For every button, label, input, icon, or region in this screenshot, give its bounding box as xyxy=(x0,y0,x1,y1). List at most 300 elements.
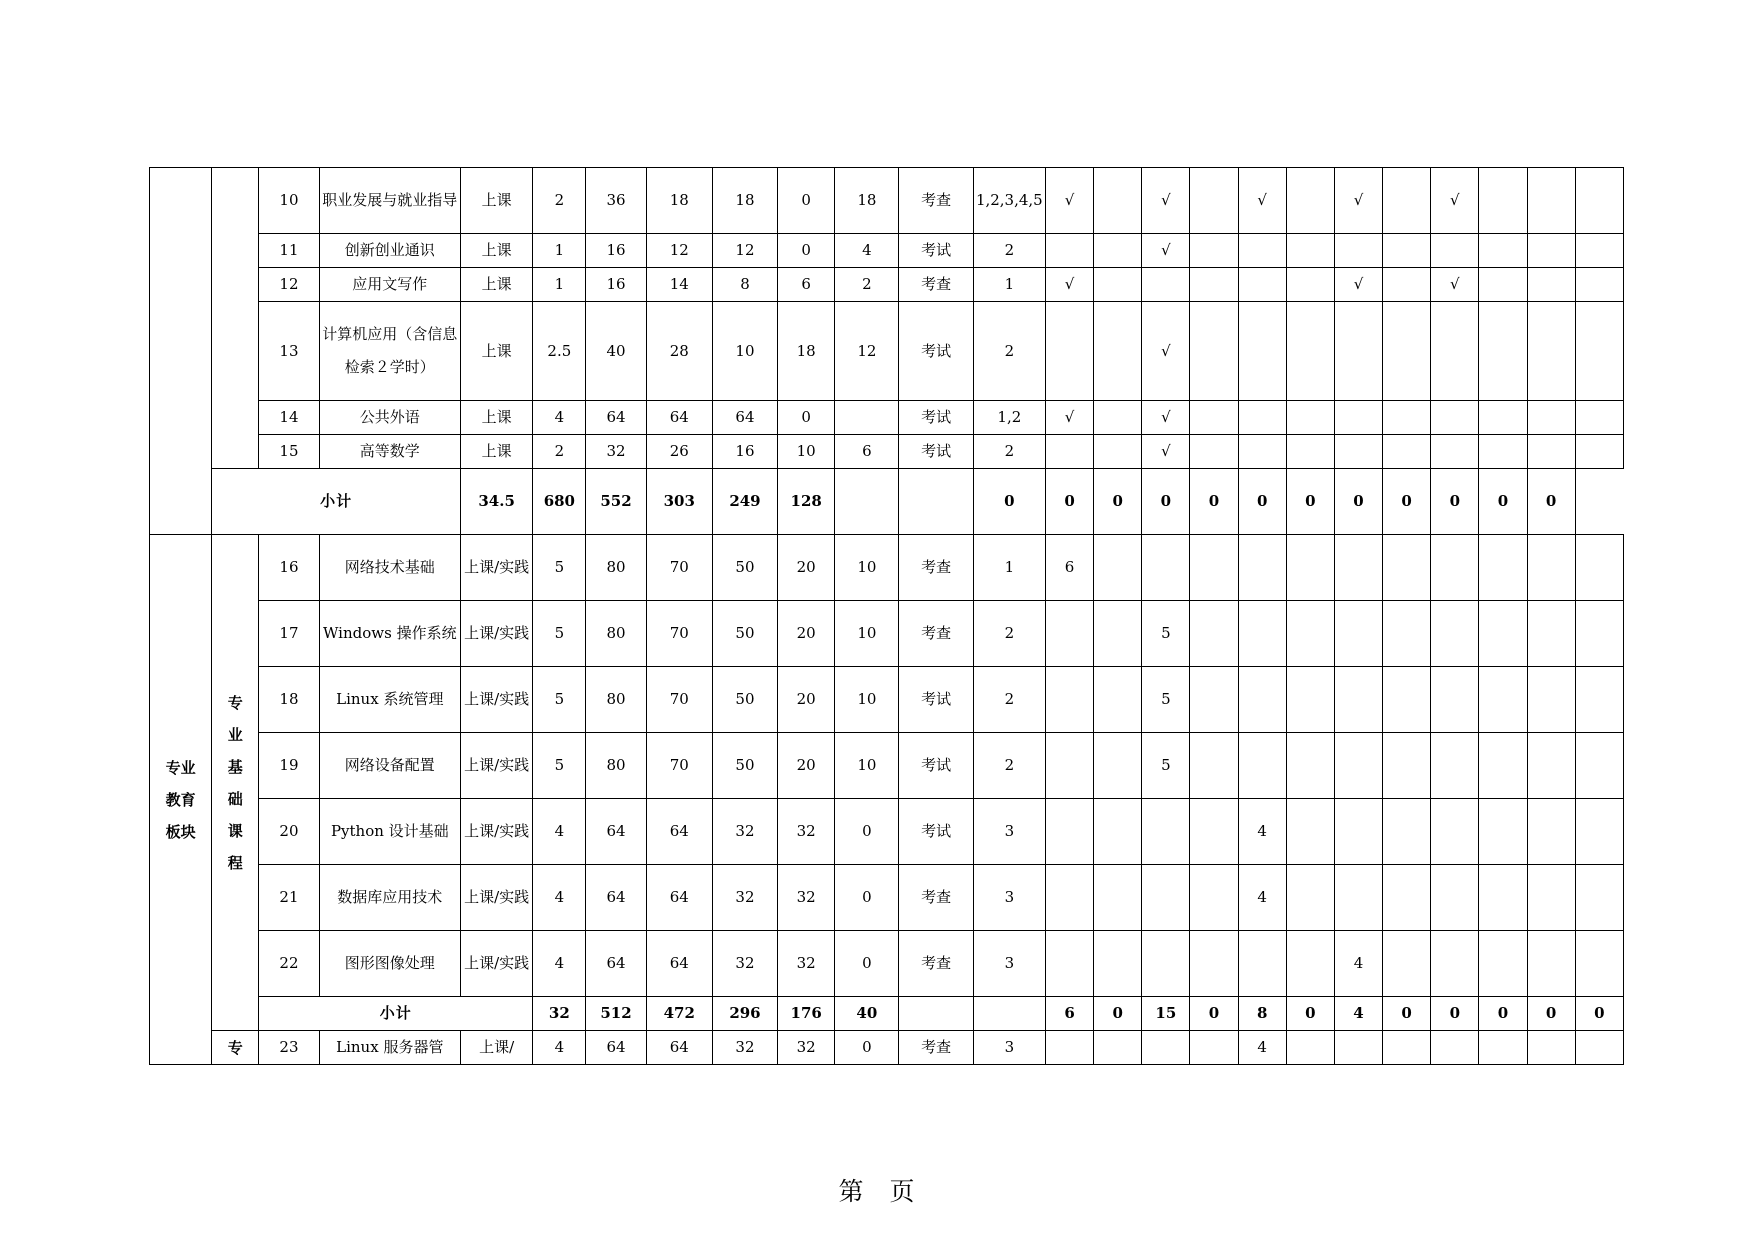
exam-term: 1,2 xyxy=(973,401,1045,435)
semester-cell: 5 xyxy=(1142,733,1190,799)
teaching-mode: 上课 xyxy=(461,302,533,401)
semester-cell: 4 xyxy=(1238,865,1286,931)
semester-cell xyxy=(1045,601,1093,667)
course-name: 应用文写作 xyxy=(319,268,460,302)
extra-hours: 0 xyxy=(835,865,899,931)
table-row xyxy=(150,865,1624,931)
semester-cell xyxy=(1575,234,1623,268)
semester-cell xyxy=(1383,1031,1431,1065)
total-hours: 64 xyxy=(586,865,646,931)
hours: 70 xyxy=(646,667,712,733)
semester-cell xyxy=(1575,168,1623,234)
practice-hours: 10 xyxy=(778,435,835,469)
semester-cell xyxy=(1334,435,1382,469)
semester-cell xyxy=(1527,931,1575,997)
credit: 5 xyxy=(533,601,586,667)
semester-cell xyxy=(1142,931,1190,997)
semester-cell xyxy=(1286,931,1334,997)
semester-cell xyxy=(1334,401,1382,435)
semester-cell xyxy=(1334,733,1382,799)
subtotal-semester: 0 xyxy=(973,469,1045,535)
semester-cell xyxy=(1045,799,1093,865)
total-hours: 64 xyxy=(586,799,646,865)
semester-cell xyxy=(1238,401,1286,435)
semester-cell xyxy=(1383,234,1431,268)
theory-hours: 12 xyxy=(712,234,777,268)
subtotal-value: 680 xyxy=(533,469,586,535)
assessment-type: 考试 xyxy=(899,733,973,799)
subtotal-semester: 0 xyxy=(1142,469,1190,535)
theory-hours: 50 xyxy=(712,601,777,667)
semester-cell xyxy=(1190,302,1238,401)
hours: 64 xyxy=(646,799,712,865)
semester-cell xyxy=(1045,865,1093,931)
theory-hours: 32 xyxy=(712,931,777,997)
semester-cell xyxy=(1094,268,1142,302)
hours: 26 xyxy=(646,435,712,469)
exam-term: 3 xyxy=(973,1031,1045,1065)
semester-cell xyxy=(1286,401,1334,435)
table-cell xyxy=(899,997,973,1031)
semester-cell xyxy=(1479,234,1527,268)
table-row xyxy=(150,302,1624,401)
semester-cell: √ xyxy=(1431,168,1479,234)
assessment-type: 考查 xyxy=(899,268,973,302)
semester-cell xyxy=(1094,168,1142,234)
extra-hours: 6 xyxy=(835,435,899,469)
course-plan-table xyxy=(149,167,1624,1065)
subtotal-value: 128 xyxy=(778,469,835,535)
semester-cell xyxy=(1238,931,1286,997)
semester-cell xyxy=(1094,865,1142,931)
extra-hours: 0 xyxy=(835,931,899,997)
semester-cell xyxy=(1575,535,1623,601)
course-number: 23 xyxy=(259,1031,319,1065)
semester-cell xyxy=(1575,1031,1623,1065)
theory-hours: 8 xyxy=(712,268,777,302)
semester-cell: √ xyxy=(1045,168,1093,234)
credit: 4 xyxy=(533,799,586,865)
semester-cell: 6 xyxy=(1045,535,1093,601)
semester-cell xyxy=(1431,535,1479,601)
table-row xyxy=(150,401,1624,435)
credit: 5 xyxy=(533,733,586,799)
semester-cell xyxy=(1094,435,1142,469)
semester-cell xyxy=(1479,168,1527,234)
subtotal-semester: 0 xyxy=(1527,469,1575,535)
credit: 1 xyxy=(533,268,586,302)
subtotal-semester: 0 xyxy=(1431,469,1479,535)
semester-cell xyxy=(1334,302,1382,401)
semester-cell xyxy=(1527,401,1575,435)
semester-cell xyxy=(1334,234,1382,268)
semester-cell xyxy=(1334,601,1382,667)
course-number: 18 xyxy=(259,667,319,733)
practice-hours: 0 xyxy=(778,168,835,234)
course-name: 公共外语 xyxy=(319,401,460,435)
semester-cell xyxy=(1286,168,1334,234)
semester-cell xyxy=(1479,268,1527,302)
semester-cell xyxy=(1286,1031,1334,1065)
semester-cell xyxy=(1238,302,1286,401)
course-name: 创新创业通识 xyxy=(319,234,460,268)
subtotal-value: 472 xyxy=(646,997,712,1031)
semester-cell: 4 xyxy=(1238,1031,1286,1065)
assessment-type: 考查 xyxy=(899,601,973,667)
credit: 1 xyxy=(533,234,586,268)
theory-hours: 18 xyxy=(712,168,777,234)
subtotal-value: 40 xyxy=(835,997,899,1031)
subtotal-row xyxy=(150,997,1624,1031)
semester-cell xyxy=(1527,601,1575,667)
course-name: Linux 系统管理 xyxy=(319,667,460,733)
semester-cell: √ xyxy=(1142,401,1190,435)
subtotal-label: 小计 xyxy=(212,469,461,535)
course-number: 14 xyxy=(259,401,319,435)
semester-cell: √ xyxy=(1334,168,1382,234)
course-name: Windows 操作系统 xyxy=(319,601,460,667)
course-number: 22 xyxy=(259,931,319,997)
semester-cell xyxy=(1575,401,1623,435)
teaching-mode: 上课/实践 xyxy=(461,601,533,667)
semester-cell xyxy=(1286,865,1334,931)
semester-cell xyxy=(1334,1031,1382,1065)
semester-cell xyxy=(1190,1031,1238,1065)
subtotal-semester: 0 xyxy=(1527,997,1575,1031)
semester-cell xyxy=(1431,302,1479,401)
subtotal-semester: 0 xyxy=(1575,997,1623,1031)
exam-term: 2 xyxy=(973,234,1045,268)
semester-cell: 5 xyxy=(1142,667,1190,733)
theory-hours: 16 xyxy=(712,435,777,469)
teaching-mode: 上课/实践 xyxy=(461,931,533,997)
table-cell xyxy=(973,997,1045,1031)
theory-hours: 50 xyxy=(712,535,777,601)
extra-hours: 0 xyxy=(835,1031,899,1065)
credit: 2 xyxy=(533,435,586,469)
semester-cell xyxy=(1575,667,1623,733)
credit: 2 xyxy=(533,168,586,234)
theory-hours: 10 xyxy=(712,302,777,401)
semester-cell xyxy=(1045,234,1093,268)
subtotal-value: 512 xyxy=(586,997,646,1031)
semester-cell xyxy=(1479,535,1527,601)
semester-cell xyxy=(1286,302,1334,401)
semester-cell xyxy=(1142,799,1190,865)
subtotal-value: 249 xyxy=(712,469,777,535)
semester-cell xyxy=(1527,865,1575,931)
semester-cell xyxy=(1431,601,1479,667)
subtotal-semester: 15 xyxy=(1142,997,1190,1031)
subtotal-semester: 0 xyxy=(1334,469,1382,535)
total-hours: 36 xyxy=(586,168,646,234)
semester-cell xyxy=(1383,601,1431,667)
semester-cell xyxy=(1383,168,1431,234)
practice-hours: 32 xyxy=(778,931,835,997)
table-cell xyxy=(835,469,899,535)
semester-cell xyxy=(1238,601,1286,667)
assessment-type: 考查 xyxy=(899,931,973,997)
extra-hours: 18 xyxy=(835,168,899,234)
teaching-mode: 上课/实践 xyxy=(461,667,533,733)
semester-cell xyxy=(1142,1031,1190,1065)
semester-cell xyxy=(1094,667,1142,733)
semester-cell xyxy=(1094,733,1142,799)
credit: 5 xyxy=(533,667,586,733)
exam-term: 2 xyxy=(973,435,1045,469)
table-row xyxy=(150,234,1624,268)
semester-cell: √ xyxy=(1238,168,1286,234)
extra-hours: 2 xyxy=(835,268,899,302)
semester-cell xyxy=(1431,234,1479,268)
hours: 64 xyxy=(646,931,712,997)
assessment-type: 考试 xyxy=(899,435,973,469)
extra-hours: 10 xyxy=(835,733,899,799)
theory-hours: 32 xyxy=(712,1031,777,1065)
assessment-type: 考试 xyxy=(899,234,973,268)
subtotal-semester: 0 xyxy=(1286,469,1334,535)
teaching-mode: 上课/实践 xyxy=(461,535,533,601)
semester-cell xyxy=(1383,667,1431,733)
teaching-mode: 上课 xyxy=(461,435,533,469)
semester-cell xyxy=(1479,799,1527,865)
exam-term: 1 xyxy=(973,535,1045,601)
semester-cell xyxy=(1238,435,1286,469)
semester-cell xyxy=(1527,168,1575,234)
semester-cell xyxy=(1094,302,1142,401)
semester-cell xyxy=(1094,931,1142,997)
total-hours: 80 xyxy=(586,535,646,601)
semester-cell xyxy=(1045,1031,1093,1065)
semester-cell xyxy=(1142,865,1190,931)
course-number: 20 xyxy=(259,799,319,865)
extra-hours: 10 xyxy=(835,601,899,667)
semester-cell xyxy=(1238,667,1286,733)
semester-cell: √ xyxy=(1045,268,1093,302)
semester-cell: √ xyxy=(1334,268,1382,302)
course-name: 图形图像处理 xyxy=(319,931,460,997)
subtotal-semester: 8 xyxy=(1238,997,1286,1031)
semester-cell xyxy=(1286,535,1334,601)
teaching-mode: 上课 xyxy=(461,168,533,234)
semester-cell xyxy=(1334,799,1382,865)
table-cell xyxy=(899,469,973,535)
semester-cell xyxy=(1479,1031,1527,1065)
semester-cell xyxy=(1383,435,1431,469)
semester-cell xyxy=(1527,535,1575,601)
assessment-type: 考试 xyxy=(899,302,973,401)
exam-term: 2 xyxy=(973,667,1045,733)
semester-cell xyxy=(1479,865,1527,931)
course-number: 15 xyxy=(259,435,319,469)
assessment-type: 考试 xyxy=(899,401,973,435)
semester-cell xyxy=(1045,302,1093,401)
subtotal-semester: 0 xyxy=(1383,469,1431,535)
exam-term: 1,2,3,4,5 xyxy=(973,168,1045,234)
practice-hours: 18 xyxy=(778,302,835,401)
table-row xyxy=(150,268,1624,302)
course-number: 17 xyxy=(259,601,319,667)
semester-cell xyxy=(1238,733,1286,799)
semester-cell xyxy=(1238,535,1286,601)
course-name: 网络设备配置 xyxy=(319,733,460,799)
total-hours: 80 xyxy=(586,601,646,667)
semester-cell: √ xyxy=(1045,401,1093,435)
semester-cell xyxy=(1094,799,1142,865)
table-row xyxy=(150,667,1624,733)
hours: 64 xyxy=(646,401,712,435)
semester-cell xyxy=(1383,302,1431,401)
semester-cell: 5 xyxy=(1142,601,1190,667)
practice-hours: 32 xyxy=(778,865,835,931)
assessment-type: 考查 xyxy=(899,535,973,601)
course-name: 数据库应用技术 xyxy=(319,865,460,931)
semester-cell xyxy=(1431,931,1479,997)
hours: 14 xyxy=(646,268,712,302)
semester-cell xyxy=(1527,234,1575,268)
course-number: 16 xyxy=(259,535,319,601)
semester-cell xyxy=(1431,799,1479,865)
section-label: 专业 教育 板块 xyxy=(150,535,212,1065)
semester-cell xyxy=(1094,601,1142,667)
semester-cell xyxy=(1190,234,1238,268)
semester-cell: √ xyxy=(1431,268,1479,302)
total-hours: 80 xyxy=(586,733,646,799)
course-name: Linux 服务器管 xyxy=(319,1031,460,1065)
table-row xyxy=(150,168,1624,234)
semester-cell xyxy=(1383,268,1431,302)
semester-cell xyxy=(1190,733,1238,799)
semester-cell xyxy=(1286,667,1334,733)
semester-cell xyxy=(1142,268,1190,302)
semester-cell xyxy=(1383,799,1431,865)
extra-hours xyxy=(835,401,899,435)
semester-cell xyxy=(1383,733,1431,799)
teaching-mode: 上课/实践 xyxy=(461,799,533,865)
theory-hours: 32 xyxy=(712,865,777,931)
hours: 28 xyxy=(646,302,712,401)
hours: 64 xyxy=(646,865,712,931)
group-label: 专 业 基 础 课 程 xyxy=(212,535,259,1031)
teaching-mode: 上课 xyxy=(461,268,533,302)
semester-cell xyxy=(1190,268,1238,302)
subtotal-semester: 4 xyxy=(1334,997,1382,1031)
extra-hours: 10 xyxy=(835,535,899,601)
semester-cell xyxy=(1334,667,1382,733)
footer-suffix: 页 xyxy=(889,1177,915,1206)
semester-cell xyxy=(1527,667,1575,733)
semester-cell xyxy=(1575,799,1623,865)
course-name: Python 设计基础 xyxy=(319,799,460,865)
teaching-mode: 上课 xyxy=(461,234,533,268)
subtotal-semester: 0 xyxy=(1431,997,1479,1031)
hours: 70 xyxy=(646,601,712,667)
course-name: 网络技术基础 xyxy=(319,535,460,601)
subtotal-semester: 0 xyxy=(1479,997,1527,1031)
semester-cell xyxy=(1094,1031,1142,1065)
subtotal-value: 296 xyxy=(712,997,777,1031)
semester-cell xyxy=(1479,733,1527,799)
practice-hours: 20 xyxy=(778,535,835,601)
course-number: 10 xyxy=(259,168,319,234)
subtotal-semester: 0 xyxy=(1094,997,1142,1031)
semester-cell xyxy=(1527,435,1575,469)
semester-cell xyxy=(1479,401,1527,435)
total-hours: 40 xyxy=(586,302,646,401)
semester-cell: 4 xyxy=(1334,931,1382,997)
semester-cell xyxy=(1190,535,1238,601)
semester-cell xyxy=(1575,268,1623,302)
total-hours: 16 xyxy=(586,268,646,302)
exam-term: 2 xyxy=(973,733,1045,799)
semester-cell xyxy=(1431,667,1479,733)
course-number: 13 xyxy=(259,302,319,401)
semester-cell xyxy=(1431,1031,1479,1065)
semester-cell xyxy=(1045,931,1093,997)
course-name: 计算机应用（含信息检索２学时） xyxy=(319,302,460,401)
practice-hours: 32 xyxy=(778,799,835,865)
semester-cell xyxy=(1094,401,1142,435)
hours: 70 xyxy=(646,535,712,601)
subtotal-semester: 0 xyxy=(1190,997,1238,1031)
assessment-type: 考试 xyxy=(899,667,973,733)
subtotal-semester: 0 xyxy=(1383,997,1431,1031)
semester-cell xyxy=(1286,234,1334,268)
semester-cell xyxy=(1045,667,1093,733)
semester-cell xyxy=(1190,401,1238,435)
semester-cell xyxy=(1479,667,1527,733)
course-number: 11 xyxy=(259,234,319,268)
semester-cell xyxy=(1479,435,1527,469)
group-cell-blank xyxy=(212,168,259,469)
semester-cell xyxy=(1479,931,1527,997)
assessment-type: 考试 xyxy=(899,799,973,865)
semester-cell xyxy=(1190,667,1238,733)
semester-cell xyxy=(1575,302,1623,401)
practice-hours: 20 xyxy=(778,667,835,733)
table-row xyxy=(150,733,1624,799)
extra-hours: 4 xyxy=(835,234,899,268)
exam-term: 3 xyxy=(973,865,1045,931)
group-label-next: 专 xyxy=(212,1031,259,1065)
semester-cell xyxy=(1190,435,1238,469)
theory-hours: 64 xyxy=(712,401,777,435)
subtotal-value: 303 xyxy=(646,469,712,535)
semester-cell xyxy=(1286,435,1334,469)
table-row xyxy=(150,535,1624,601)
semester-cell xyxy=(1575,435,1623,469)
course-number: 21 xyxy=(259,865,319,931)
semester-cell xyxy=(1431,865,1479,931)
total-hours: 64 xyxy=(586,1031,646,1065)
semester-cell xyxy=(1190,799,1238,865)
subtotal-semester: 0 xyxy=(1286,997,1334,1031)
exam-term: 3 xyxy=(973,931,1045,997)
credit: 5 xyxy=(533,535,586,601)
semester-cell xyxy=(1527,302,1575,401)
exam-term: 2 xyxy=(973,302,1045,401)
semester-cell xyxy=(1238,234,1286,268)
assessment-type: 考查 xyxy=(899,168,973,234)
subtotal-semester: 0 xyxy=(1238,469,1286,535)
semester-cell xyxy=(1527,733,1575,799)
semester-cell xyxy=(1575,865,1623,931)
subtotal-value: 32 xyxy=(533,997,586,1031)
course-number: 12 xyxy=(259,268,319,302)
semester-cell xyxy=(1575,601,1623,667)
semester-cell xyxy=(1094,234,1142,268)
table-row xyxy=(150,1031,1624,1065)
